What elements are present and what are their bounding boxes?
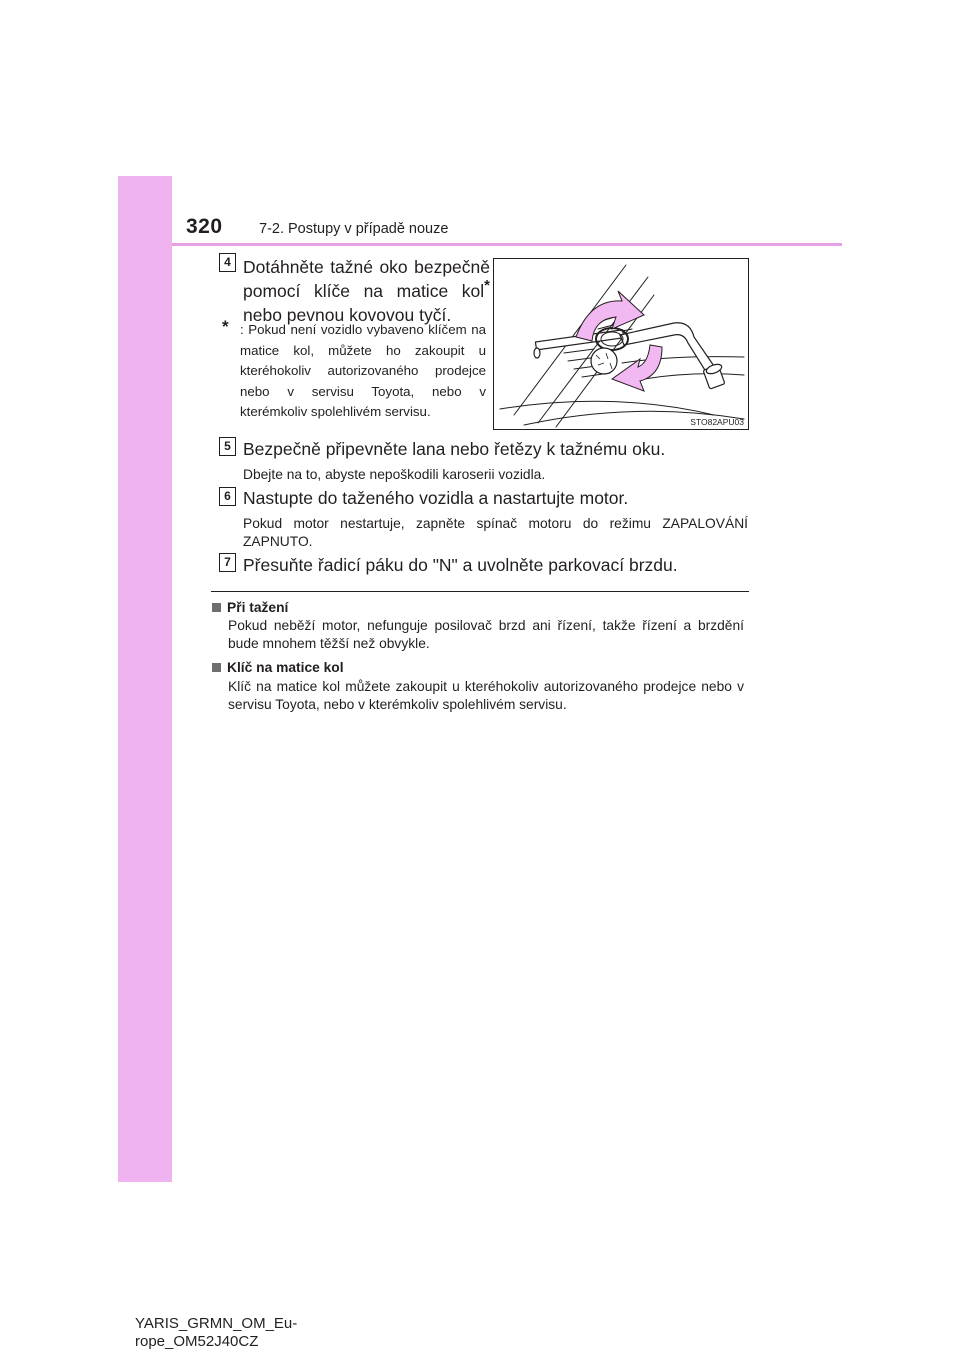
clockwise-arrow-down xyxy=(612,345,662,391)
step-4-text xyxy=(243,255,490,327)
document-footer xyxy=(135,1315,297,1351)
info-title-wrench-label: Klíč na matice kol xyxy=(227,660,344,675)
step-6-text: Nastupte do taženého vozidla a nastartujte motor. xyxy=(243,488,629,508)
bullet-square-icon xyxy=(212,663,221,672)
step-number-7: 7 xyxy=(219,553,236,572)
chapter-sidebar-tab xyxy=(118,176,172,1182)
info-title-towing-label: Při tažení xyxy=(227,600,289,615)
step-number-4: 4 xyxy=(219,253,236,272)
towing-eye-illustration xyxy=(493,258,749,430)
step-5-text: Bezpečně připevněte lana nebo řetězy k tažnému oku. xyxy=(243,439,666,459)
step-6-note: Pokud motor nestartuje, zapněte spínač motoru do režimu ZAPALOVÁNÍ ZAPNUTO. xyxy=(243,516,748,549)
info-title-wrench xyxy=(212,659,344,677)
footnote-text: : Pokud není vozidlo vybaveno klíčem na matice kol, můžete ho zakoupit u kteréhokoliv autorizovaného prodejce nebo v servisu Toyota, nebo v kterémkoliv spolehlivém servisu. xyxy=(240,322,486,419)
header-rule xyxy=(172,243,842,246)
info-title-towing xyxy=(212,599,288,617)
footer-line-1: YARIS_GRMN_OM_Eu- xyxy=(135,1315,298,1332)
info-body-towing: Pokud neběží motor, nefunguje posilovač brzd ani řízení, takže řízení a brzdění bude mnohem těžší než obvykle. xyxy=(228,618,744,651)
section-title: 7-2. Postupy v případě nouze xyxy=(259,221,449,237)
step-5-note: Dbejte na to, abyste nepoškodili karoserii vozidla. xyxy=(243,467,546,482)
footnote-mark: * xyxy=(222,317,229,336)
step-4-text-main: Dotáhněte tažné oko bezpečně pomocí klíče na matice kol xyxy=(243,257,490,301)
step-4-footnote-mark: * xyxy=(484,277,490,295)
illustration-code: STO82APU03 xyxy=(690,417,744,427)
bullet-square-icon xyxy=(212,603,221,612)
step-7-text: Přesuňte řadicí páku do "N" a uvolněte parkovací brzdu. xyxy=(243,555,678,575)
wrench-tightening-drawing xyxy=(494,259,749,430)
section-divider xyxy=(211,591,749,592)
step-4-text-tail: nebo pevnou kovovou tyčí. xyxy=(243,305,452,325)
step-number-5: 5 xyxy=(219,437,236,456)
info-body-wrench: Klíč na matice kol můžete zakoupit u kteréhokoliv autorizovaného prodejce nebo v servisu Toyota, nebo v kterémkoliv spolehlivém servisu. xyxy=(228,679,744,712)
step-number-6: 6 xyxy=(219,487,236,506)
page-number: 320 xyxy=(186,215,223,238)
footer-line-2: rope_OM52J40CZ xyxy=(135,1333,259,1350)
footnote xyxy=(222,317,486,423)
